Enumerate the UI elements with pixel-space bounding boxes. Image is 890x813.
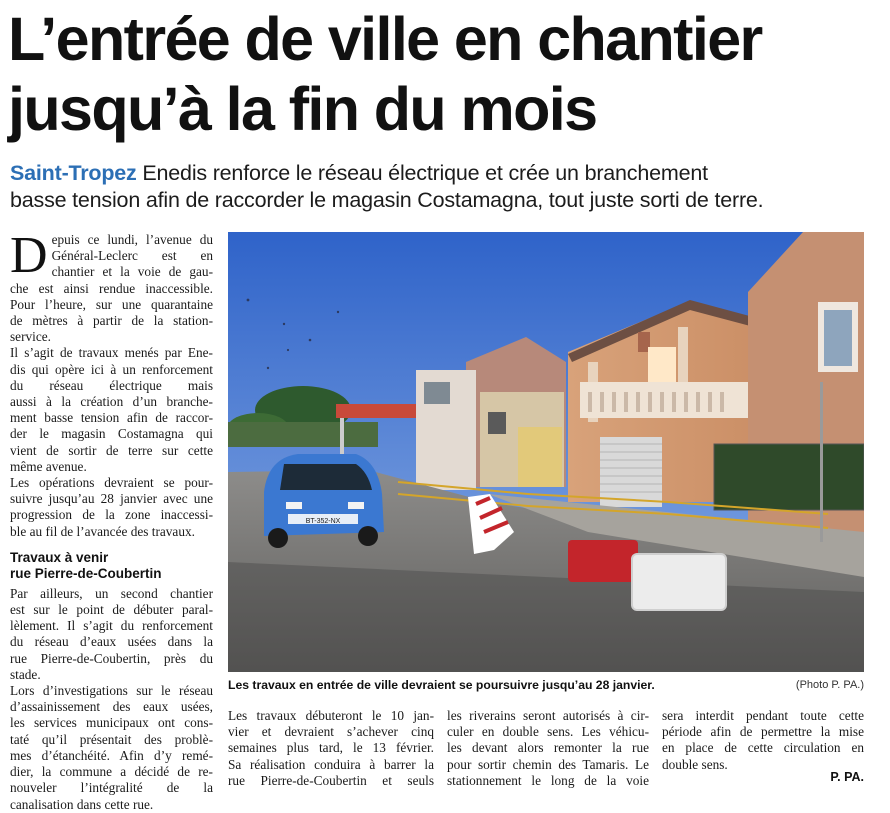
text-line: epuis ce lundi, l’avenue du	[51, 232, 213, 247]
text-line: Sa réalisation conduira à barrer la	[228, 756, 434, 772]
text-line: che est ainsi rendue inaccessible.	[10, 280, 213, 296]
text-line: pour sortir chemin des Tamaris. Le	[447, 756, 649, 772]
standfirst-line-2: basse tension afin de raccorder le magasin Costamagna, tout juste sorti de terre.	[10, 188, 764, 212]
headline	[8, 4, 883, 144]
text-line: double sens.	[662, 756, 728, 772]
paragraph-2	[10, 345, 213, 475]
text-line: stationnement le long de la voie	[447, 772, 649, 788]
standfirst	[10, 160, 882, 214]
photo-credit: (Photo P. PA.)	[795, 679, 864, 691]
text-line: culer en double sens. Les véhicu-	[447, 724, 649, 740]
city-label: Saint-Tropez	[10, 161, 137, 185]
article-column-3	[447, 708, 649, 789]
text-line: Les opérations devraient se pour-	[10, 475, 213, 491]
text-line: semaines plus tard, le 13 février.	[228, 740, 434, 756]
text-line: les riverains seront autorisés à cir-	[447, 708, 649, 723]
text-line: stade.	[10, 666, 41, 682]
standfirst-line-1: Enedis renforce le réseau électrique et crée un branchement	[142, 161, 708, 185]
text-line: aussi à la création d’un branche-	[10, 394, 213, 410]
text-line: nouveler l’intégralité de la	[10, 780, 213, 796]
paragraph-1	[10, 227, 213, 345]
author-signature: P. PA.	[830, 770, 864, 784]
text-line: Les travaux débuteront le 10 jan-	[228, 708, 434, 723]
text-line: Pour l’heure, sur une quarantaine	[10, 296, 213, 312]
headline-line-2: jusqu’à la fin du mois	[8, 75, 597, 143]
text-line: vient de sortir de terre sur cette	[10, 442, 213, 458]
article-column-1	[10, 227, 213, 813]
text-line: lèlement. Il s’agit du renforcement	[10, 618, 213, 634]
text-line: sera interdit pendant toute cette	[662, 708, 864, 723]
paragraph-5	[10, 683, 213, 813]
text-line: est sur le point de débuter paral-	[10, 602, 213, 618]
text-line: du réseau électrique mais	[10, 377, 213, 393]
text-line: période afin de permettre la mise	[662, 724, 864, 740]
text-line: ble au fil de l’avancée des travaux.	[10, 523, 195, 539]
caption-text: Les travaux en entrée de ville devraient se poursuivre jusqu’au 28 janvier.	[228, 678, 655, 692]
paragraph-4	[10, 586, 213, 683]
text-line: mes d’étanchéité. Afin d’y remé-	[10, 747, 213, 763]
drop-cap: D	[10, 227, 48, 284]
text-line: Général-Leclerc est en	[51, 248, 213, 264]
photo-caption	[228, 678, 864, 693]
text-line: Par ailleurs, un second chantier	[10, 585, 213, 601]
text-line: progression de la zone inaccessi-	[10, 507, 213, 523]
text-line: Il s’agit de travaux menés par Ene-	[10, 345, 213, 361]
subheading-line-1: Travaux à venir	[10, 549, 109, 565]
text-line: rue Pierre-de-Coubertin, près du	[10, 650, 213, 666]
text-line: service.	[10, 329, 51, 345]
text-line: les devant alors remonter la rue	[447, 740, 649, 756]
text-line: taté qu’il présentait des problè-	[10, 731, 213, 747]
car-illustration	[264, 454, 384, 548]
text-line: même avenue.	[10, 458, 87, 474]
text-line: der le magasin Costamagna qui	[10, 426, 213, 442]
text-line: vier et devraient s’achever cinq	[228, 724, 434, 740]
text-line: rue Pierre-de-Coubertin et seuls	[228, 772, 434, 788]
text-line: en place de cette circulation en	[662, 740, 864, 756]
text-line: dis qui opère ici à un renforcement	[10, 361, 213, 377]
text-line: Lors d’investigations sur le réseau	[10, 683, 213, 699]
text-line: chantier et la voie de gau-	[51, 264, 213, 280]
text-line: d’assainissement des eaux usées,	[10, 699, 213, 715]
article-column-4	[662, 708, 864, 773]
subheading-line-2: rue Pierre-de-Coubertin	[10, 565, 162, 581]
text-line: les services municipaux ont cons-	[10, 715, 213, 731]
license-plate: BT-352-NX	[305, 518, 341, 525]
news-photo	[228, 232, 864, 672]
headline-line-1: L’entrée de ville en chantier	[8, 5, 762, 73]
text-line: de mètres à partir de la station-	[10, 313, 213, 329]
text-line: ment basse tension afin de raccor-	[10, 410, 213, 426]
text-line: du réseau d’eaux usées dans la	[10, 634, 213, 650]
paragraph-3	[10, 475, 213, 540]
construction-scene-illustration	[228, 232, 864, 672]
text-line: dier, la commune a décidé de re-	[10, 764, 213, 780]
text-line: suivre jusqu’au 28 janvier avec une	[10, 491, 213, 507]
subheading	[10, 550, 213, 582]
text-line: canalisation dans cette rue.	[10, 796, 154, 812]
article-column-2	[228, 708, 434, 789]
